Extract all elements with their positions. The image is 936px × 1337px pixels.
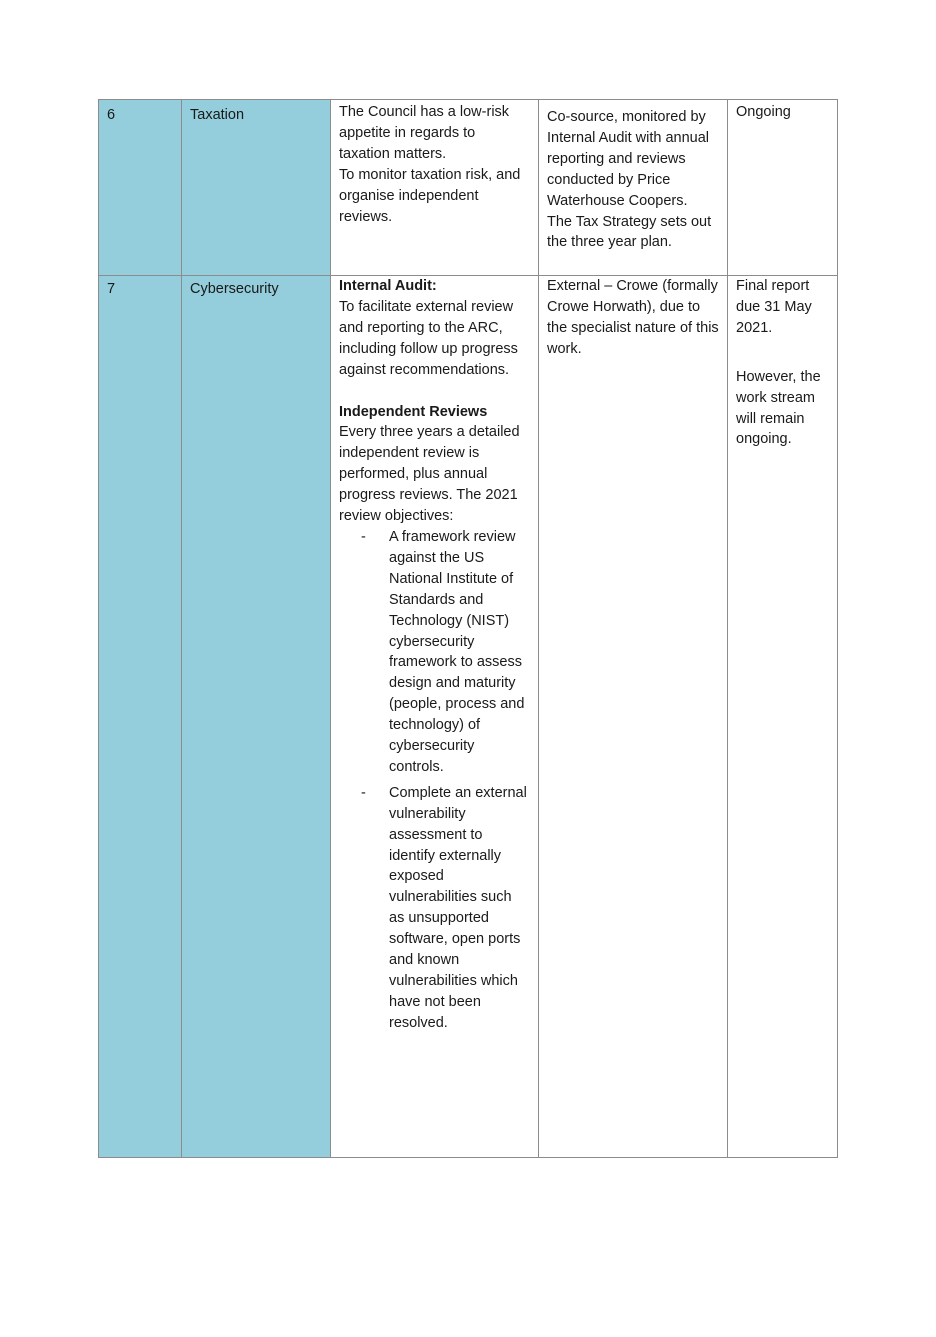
row-number: 6 <box>107 107 116 123</box>
objective-text: A framework review against the US National Institute of Standards and Technology (NIST) cybersecurity framework to assess design and maturity (people, process and technology) of cybersecurity controls. <box>389 528 525 775</box>
objective-list-item <box>339 783 530 1034</box>
audit-plan-table <box>98 99 838 1158</box>
independent-reviews-heading: Independent Reviews <box>339 403 488 420</box>
resourcing-text: The Tax Strategy sets out the three year plan. <box>547 213 712 251</box>
area-cell <box>182 276 331 1157</box>
approach-text: The Council has a low-risk appetite in regards to taxation matters. <box>339 104 510 162</box>
approach-cell <box>331 100 539 275</box>
timing-text: Ongoing <box>736 104 791 120</box>
timing-cell <box>728 100 837 275</box>
approach-cell <box>331 276 539 1157</box>
approach-text: To monitor taxation risk, and organise independent reviews. <box>339 166 521 225</box>
objective-text: Complete an external vulnerability assessment to identify externally exposed vulnerabilities such as unsupported software, open ports and known vulnerabilities which have not been resolved. <box>389 784 527 1031</box>
table-row <box>99 276 837 1157</box>
resourcing-cell <box>539 100 728 275</box>
bullet-dash: - <box>361 784 366 801</box>
resourcing-text: Co-source, monitored by Internal Audit with annual reporting and reviews conducted by Price Waterhouse Coopers. <box>547 109 710 209</box>
timing-text: However, the work stream will remain ongoing. <box>736 368 821 448</box>
row-number-cell <box>99 100 182 275</box>
area-cell <box>182 100 331 275</box>
objective-list-item <box>339 527 530 778</box>
resourcing-cell <box>539 276 728 1157</box>
independent-reviews-text: Every three years a detailed independent review is performed, plus annual progress reviews. The 2021 review objectives: <box>339 424 520 525</box>
timing-text: Final report due 31 May 2021. <box>736 278 812 336</box>
row-number: 7 <box>107 281 116 297</box>
bullet-dash: - <box>361 528 366 545</box>
internal-audit-text: To facilitate external review and reporting to the ARC, including follow up progress against recommendations. <box>339 298 518 378</box>
area-name: Cybersecurity <box>190 281 279 297</box>
table-row <box>99 100 837 276</box>
resourcing-text: External – Crowe (formally Crowe Horwath), due to the specialist nature of this work. <box>547 278 719 357</box>
row-number-cell <box>99 276 182 1157</box>
area-name: Taxation <box>190 107 245 123</box>
internal-audit-heading: Internal Audit: <box>339 278 437 294</box>
timing-cell <box>728 276 837 1157</box>
